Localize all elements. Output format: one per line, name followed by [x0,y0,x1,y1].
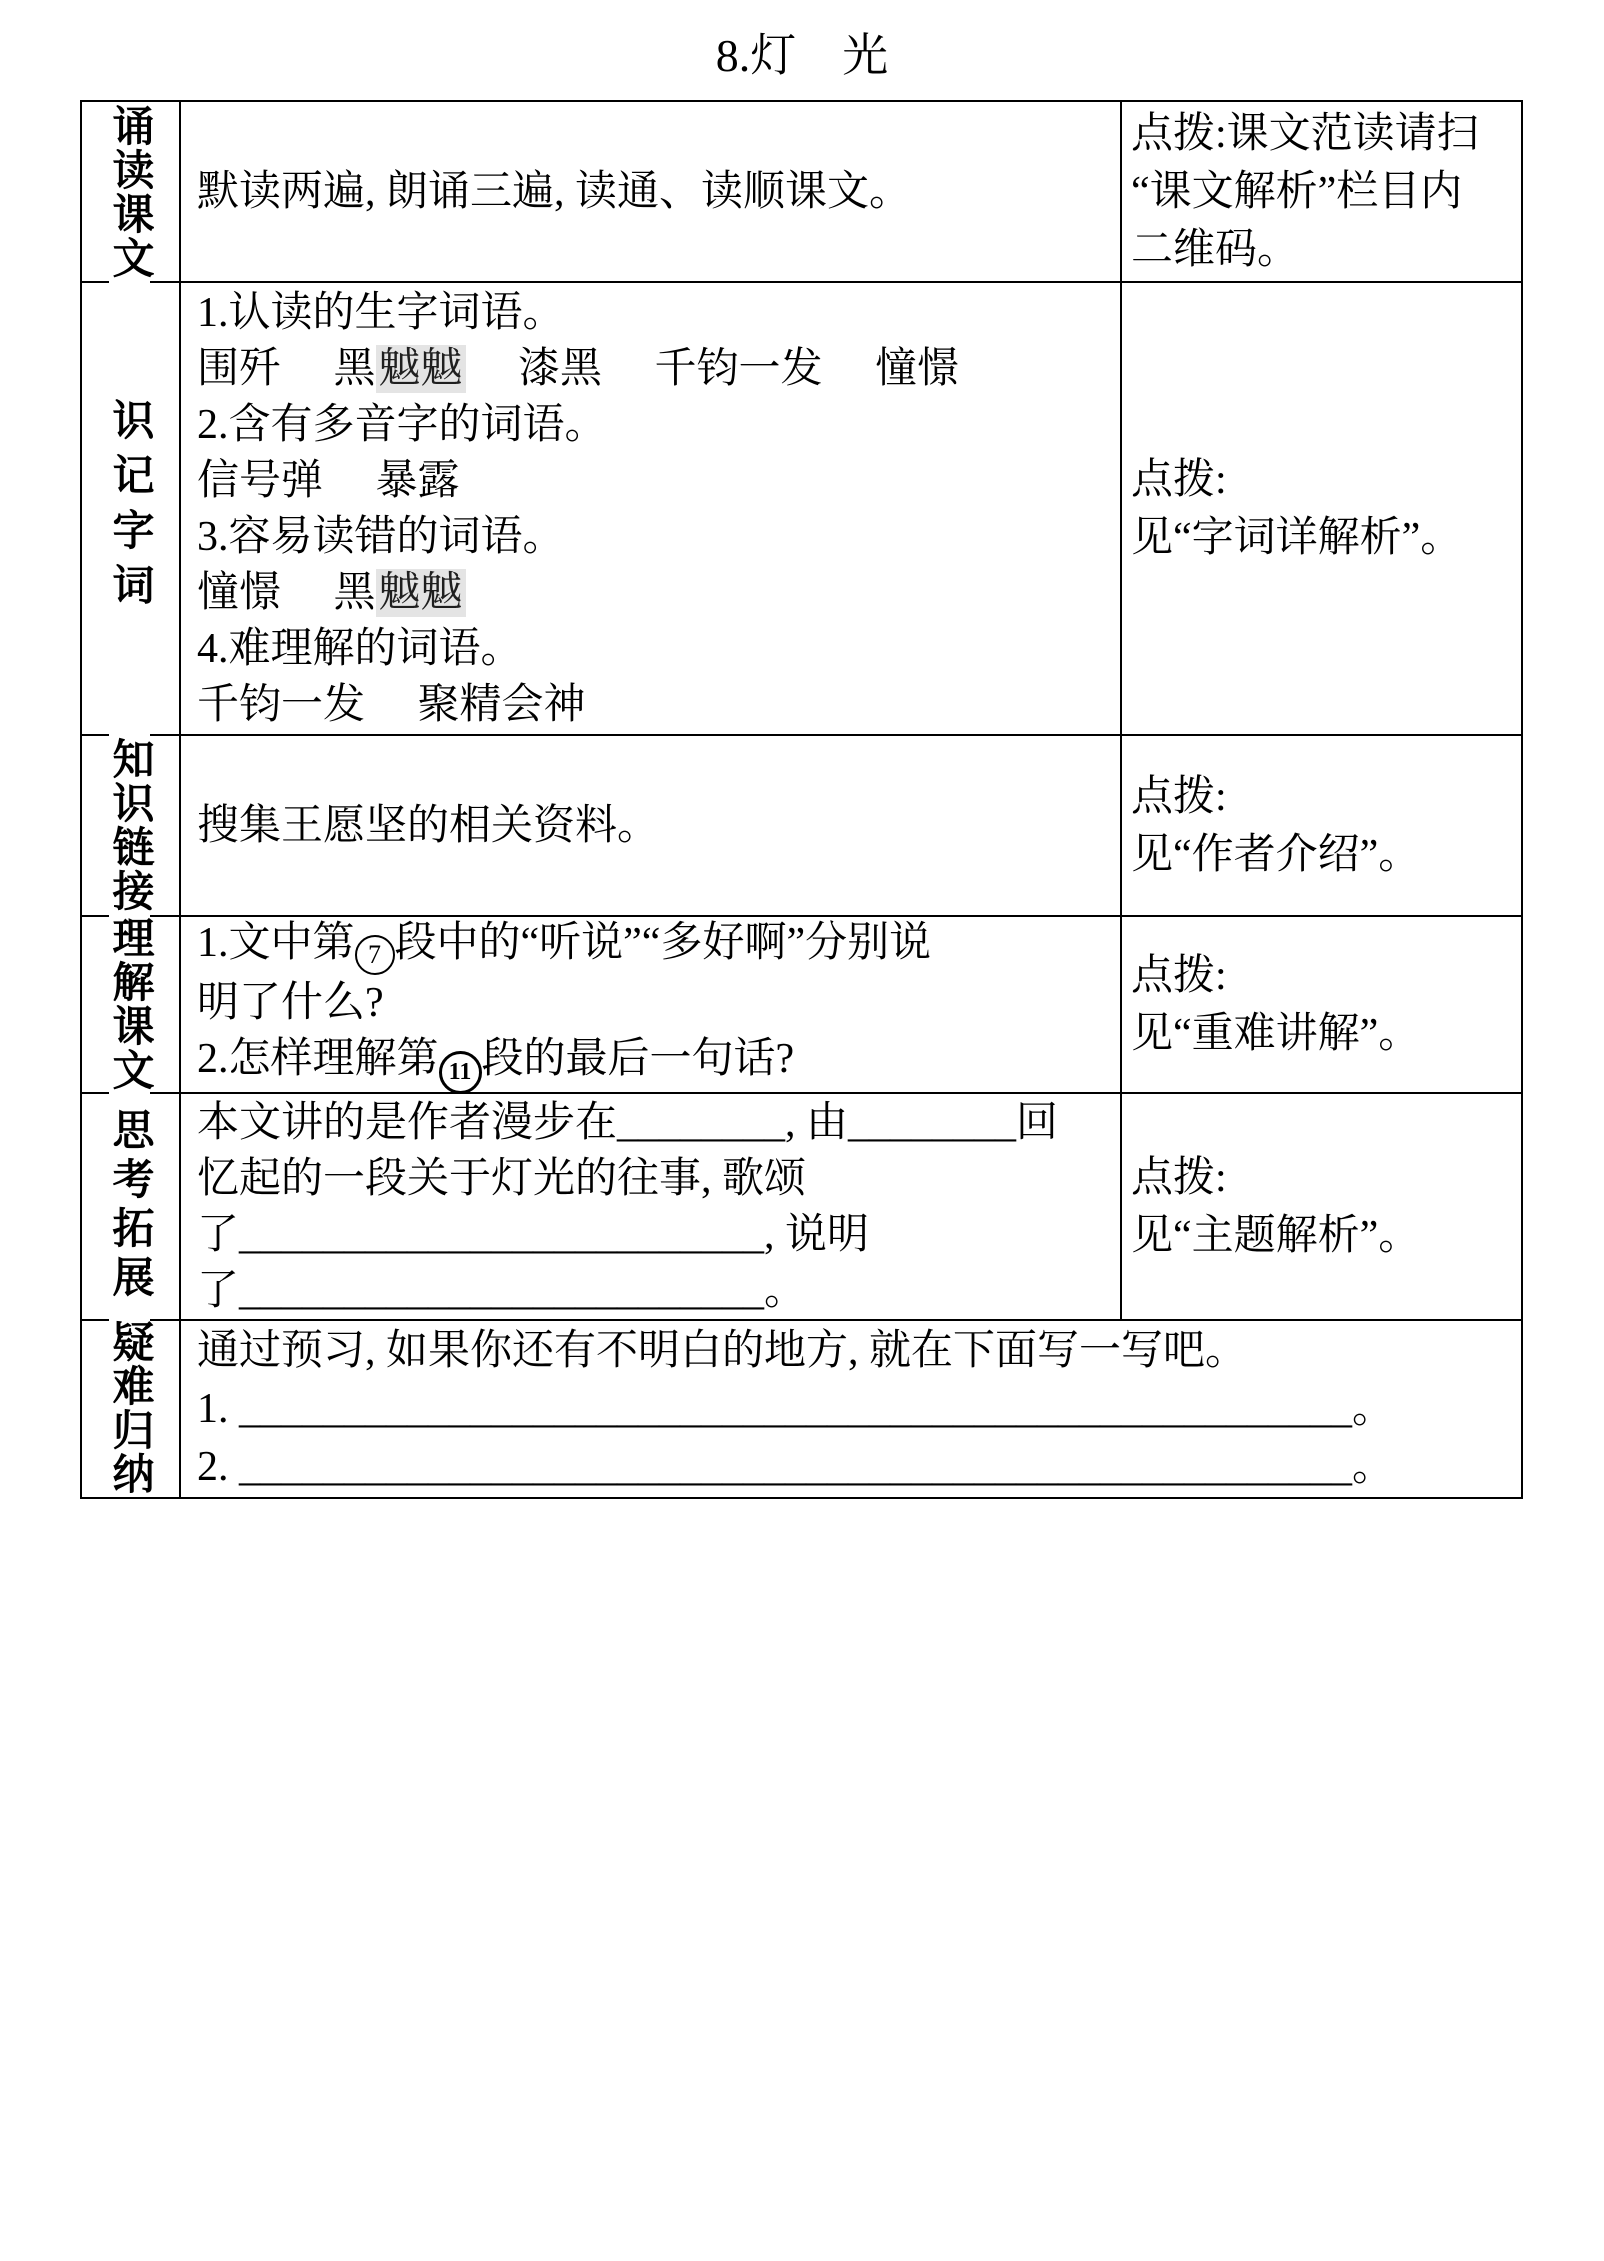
content-line [197,798,1112,854]
row-label: 理解课文 [107,915,155,1092]
tip-line: 点拨: [1131,1154,1227,1201]
content-line [197,1095,1112,1151]
content-line [197,1438,1513,1496]
content-line [197,1322,1513,1380]
text-segment: 1.文中第 [197,920,355,967]
text-segment: 通过预习, 如果你还有不明白的地方, 就在下面写一写吧。 [197,1328,1248,1374]
row-label: 诵读课文 [107,103,155,280]
row-tips-cell [1122,102,1521,281]
row-content-cell [179,915,1122,1092]
text-segment: 2. _____________________________________________________。 [197,1444,1394,1490]
text-segment: 1. _____________________________________________________。 [197,1386,1394,1432]
study-guide-table [80,100,1523,1499]
row-label: 疑难归纳 [107,1320,155,1496]
text-segment: 明了什么? [197,980,384,1027]
content-line [197,397,1112,453]
row-content-cell [179,102,1122,281]
tip-line: 见“主题解析”。 [1131,1212,1421,1259]
circled-number: 11 [439,1051,482,1092]
text-segment: 搜集王愿坚的相关资料。 [197,802,660,849]
content-line [197,975,1112,1031]
text-segment: 段的最后一句话? [481,1036,795,1083]
content-line [197,565,1112,621]
tip-line: 见“作者介绍”。 [1131,831,1421,878]
row-tips-cell [1122,734,1521,915]
tip-line: “课文解析”栏目内 [1131,168,1463,215]
content-line [197,341,1112,397]
row-content-cell [179,734,1122,915]
row-label-cell [82,1092,179,1319]
content-line [197,1263,1112,1319]
tip-line: 点拨: [1131,773,1227,820]
text-segment: 围歼 黑 [197,345,376,392]
text-segment: 忆起的一段关于灯光的往事, 歌颂 [197,1155,807,1202]
content-line [197,1151,1112,1207]
text-segment: 了_________________________, 说明 [197,1211,870,1258]
content-line [197,1031,1112,1092]
row-content-cell [179,281,1122,734]
table-row [82,1092,1521,1319]
text-segment: 2.怎样理解第 [197,1036,439,1083]
text-segment: 2.含有多音字的词语。 [197,401,607,448]
row-content-cell [179,1092,1122,1319]
rare-char-image: 魆魆 [376,569,466,617]
table-row [82,1319,1521,1497]
row-tips-cell [1122,915,1521,1092]
table-row [82,281,1521,734]
text-segment: 了_________________________。 [197,1267,807,1314]
text-segment: 1.认读的生字词语。 [197,289,565,336]
row-tips-cell [1122,1092,1521,1319]
content-line [197,453,1112,509]
row-label: 思考拓展 [107,1107,155,1304]
tip-line: 点拨: [1131,456,1227,503]
row-label-cell [82,915,179,1092]
content-line [197,509,1112,565]
row-label: 识记字词 [107,397,155,618]
content-line [197,915,1112,975]
table-row [82,734,1521,915]
text-segment: 信号弹 暴露 [197,457,460,504]
row-label-cell [82,102,179,281]
text-segment: 本文讲的是作者漫步在________, 由________回 [197,1099,1059,1146]
row-label: 知识链接 [107,736,155,913]
content-line [197,1207,1112,1263]
content-line [197,621,1112,677]
text-segment: 憧憬 黑 [197,569,376,616]
content-line [197,164,1112,220]
tip-line: 点拨:课文范读请扫 [1131,110,1479,157]
text-segment: 4.难理解的词语。 [197,625,523,672]
tip-line: 见“重难讲解”。 [1131,1010,1421,1057]
tip-line: 见“字词详解析”。 [1131,514,1463,561]
tip-line: 点拨: [1131,952,1227,999]
row-label-cell [82,1319,179,1497]
text-segment: 千钧一发 聚精会神 [197,681,586,728]
text-segment: 3.容易读错的词语。 [197,513,565,560]
circled-number: 7 [355,935,395,975]
content-line [197,677,1112,733]
row-content-cell [179,1319,1521,1497]
text-segment: 漆黑 千钧一发 憧憬 [465,345,960,392]
content-line [197,1380,1513,1438]
table-row [82,102,1521,281]
tip-line: 二维码。 [1131,226,1300,273]
row-label-cell [82,734,179,915]
rare-char-image: 魆魆 [376,345,466,393]
table-row [82,915,1521,1092]
text-segment: 段中的“听说”“多好啊”分别说 [394,920,932,967]
content-line [197,285,1112,341]
page-title: 8.灯 光 [715,30,889,81]
text-segment: 默读两遍, 朗诵三遍, 读通、读顺课文。 [197,168,912,215]
row-label-cell [82,281,179,734]
row-tips-cell [1122,281,1521,734]
